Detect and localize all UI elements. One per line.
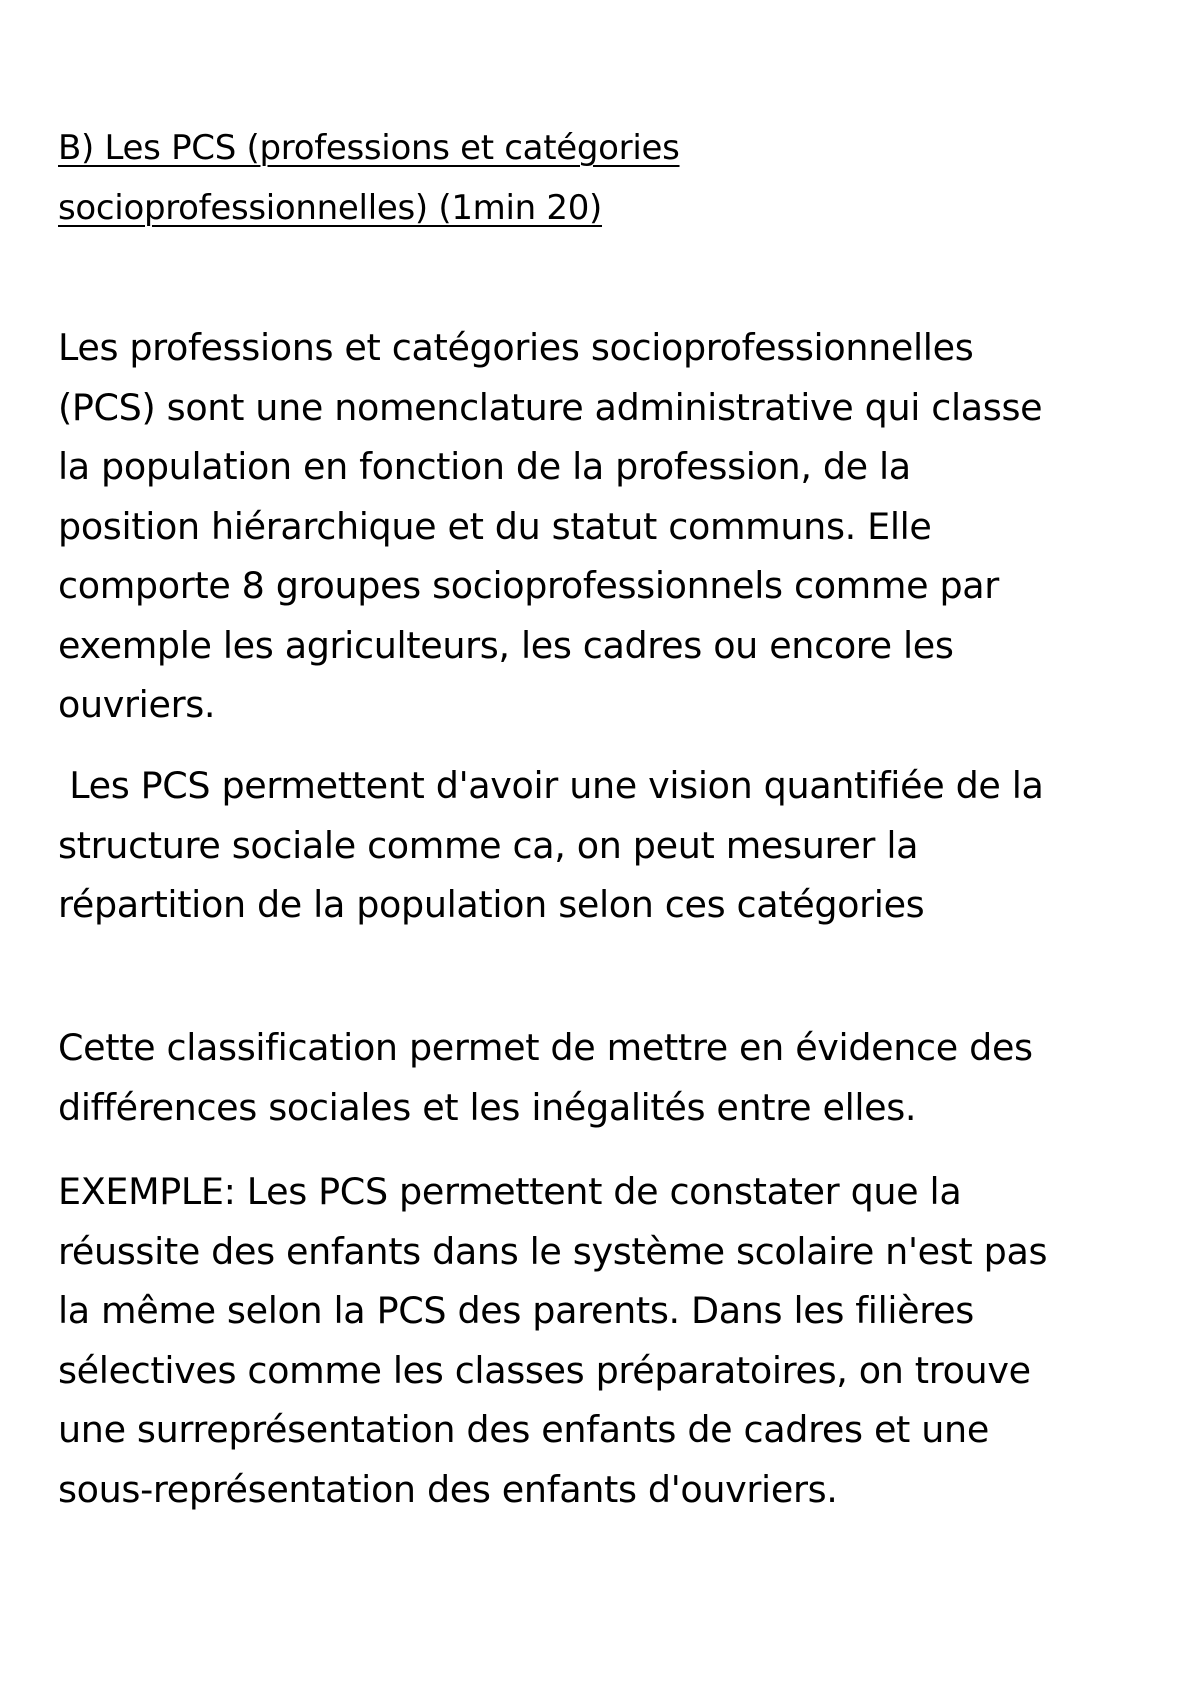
text-line: position hiérarchique et du statut communs. Elle (58, 504, 932, 548)
text-line: répartition de la population selon ces catégories (58, 883, 925, 926)
text-line: Cette classification permet de mettre en évidence des (58, 1026, 1033, 1069)
text-line: sous-représentation des enfants d'ouvriers. (58, 1467, 838, 1511)
text-line: exemple les agriculteurs, les cadres ou encore les (58, 623, 954, 667)
paragraph-example (58, 1162, 1158, 1519)
heading-line: B) Les PCS (professions et catégories (58, 128, 680, 168)
text-line: EXEMPLE: Les PCS permettent de constater que la (58, 1170, 962, 1213)
text-line: (PCS) sont une nomenclature administrative qui classe (58, 385, 1043, 429)
paragraph-definition (58, 318, 1158, 735)
text-line: Les PCS permettent d'avoir une vision quantifiée de la (58, 764, 1044, 807)
text-line: la même selon la PCS des parents. Dans les filières (58, 1289, 974, 1332)
paragraph-classification (58, 1018, 1158, 1137)
text-line: Les professions et catégories socioprofessionnelles (58, 326, 974, 369)
heading-line: socioprofessionnelles) (1min 20) (58, 188, 602, 228)
text-line: la population en fonction de la profession, de la (58, 445, 911, 488)
paragraph-quantified-vision (58, 756, 1158, 935)
section-heading (58, 118, 1148, 238)
text-line: sélectives comme les classes préparatoires, on trouve (58, 1348, 1031, 1392)
text-line: réussite des enfants dans le système scolaire n'est pas (58, 1229, 1048, 1273)
text-line: comporte 8 groupes socioprofessionnels comme par (58, 564, 999, 607)
text-line: structure sociale comme ca, on peut mesurer la (58, 823, 919, 867)
text-line: une surreprésentation des enfants de cadres et une (58, 1408, 989, 1451)
text-line: différences sociales et les inégalités entre elles. (58, 1085, 917, 1129)
text-line: ouvriers. (58, 683, 216, 726)
